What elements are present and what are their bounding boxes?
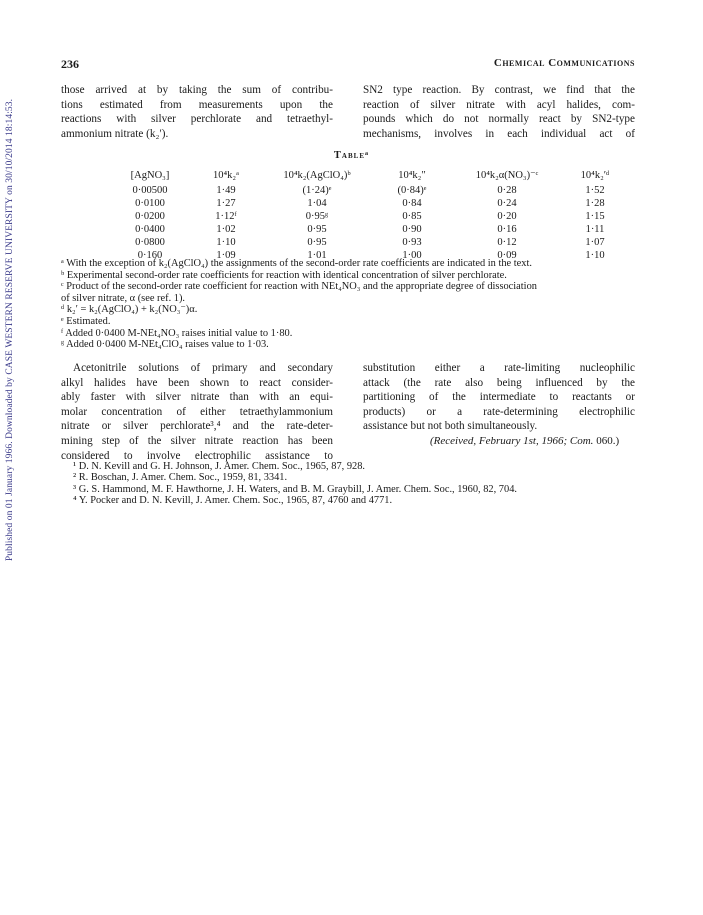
table-cell: 0·00500 — [132, 185, 168, 196]
reference-item: ³ G. S. Hammond, M. F. Hawthorne, J. H. Waters, and B. M. Graybill, J. Amer. Chem. Soc., 1960, 82, 704. — [73, 483, 517, 495]
table-caption: Tableᵃ — [333, 150, 370, 161]
text-line: those arrived at by taking the sum of contribu- — [61, 84, 333, 96]
table-cell: 0·20 — [497, 211, 517, 222]
table-cell: (0·84)ᵉ — [397, 185, 427, 196]
table-cell: 1·52 — [585, 185, 605, 196]
table-header-cell: 10⁴k₂ᵃ — [213, 170, 239, 181]
table-cell: 1·11 — [585, 224, 605, 235]
table-cell: 0·160 — [137, 250, 163, 261]
reference-item: ⁴ Y. Pocker and D. N. Kevill, J. Amer. Chem. Soc., 1965, 87, 4760 and 4771. — [73, 495, 393, 507]
page-number: 236 — [61, 57, 79, 71]
text-line: attack (the rate also being influenced by the — [363, 376, 635, 389]
table-cell: 0·0400 — [135, 224, 165, 235]
table-row — [110, 184, 628, 197]
received-text: (Received, February 1st, 1966; Com. — [430, 435, 594, 447]
table-cell: 1·02 — [216, 224, 236, 235]
text-line: pounds which do not normally react by SN2-type — [363, 113, 635, 126]
table-footnotes — [61, 258, 637, 351]
table-footnote: ᶜ Product of the second-order rate coefficient for reaction with NEt₄NO₃ and the appropriate degree of dissociation — [61, 281, 537, 293]
text-line: reaction of silver nitrate with acyl halides, com- — [363, 98, 635, 111]
table-cell: 1·27 — [216, 198, 236, 209]
table-row — [110, 223, 628, 236]
body-right-paragraph — [363, 361, 635, 434]
text-line: nitrate or silver perchlorate³,⁴ and the rate-deter- — [61, 420, 333, 433]
table-header-cell: 10⁴k₂″ — [398, 170, 426, 181]
table-header-cell: [AgNO₃] — [130, 170, 170, 181]
references — [73, 461, 517, 507]
table-cell: 1·07 — [585, 237, 605, 248]
table-cell: 1·04 — [307, 198, 327, 209]
table-cell: 0·28 — [497, 185, 517, 196]
table-cell: 1·15 — [585, 211, 605, 222]
table-cell: 0·90 — [402, 224, 422, 235]
text-line: ammonium nitrate (k₂′). — [61, 127, 169, 140]
table-cell: 0·0100 — [135, 198, 165, 209]
table-footnote: ᵉ Estimated. — [61, 315, 111, 327]
communication-number: 060.) — [596, 435, 620, 447]
table-cell: 0·24 — [497, 198, 517, 209]
text-line: partitioning of the intermediate to reactants or — [363, 391, 635, 404]
table-cell: (1·24)ᵉ — [302, 185, 332, 196]
text-line: mining step of the silver nitrate reaction has been — [61, 434, 333, 447]
top-left-paragraph — [61, 83, 333, 141]
table-cell: 1·28 — [585, 198, 605, 209]
text-line: substitution either a rate-limiting nucleophilic — [363, 362, 635, 374]
text-line: tions estimated from measurements upon the — [61, 98, 333, 111]
table-cell: 1·00 — [402, 250, 422, 261]
table-footnote: of silver nitrate, α (see ref. 1). — [61, 292, 186, 304]
text-line: ably faster with silver nitrate than with an equi- — [61, 391, 333, 404]
table-header-cell: 10⁴k₂(AgClO₄)ᵇ — [283, 170, 351, 181]
reference-item: ² R. Boschan, J. Amer. Chem. Soc., 1959, 81, 3341. — [73, 472, 288, 484]
publication-sidebar — [2, 60, 18, 600]
text-line: molar concentration of either tetraethylammonium — [61, 405, 333, 418]
text-line: products) or a rate-determining electrophilic — [363, 405, 635, 418]
text-line: mechanisms, involves in each individual act of — [363, 127, 635, 140]
table-cell: 0·93 — [402, 237, 422, 248]
table-cell: 0·95 — [307, 237, 327, 248]
table-cell: 0·84 — [402, 198, 422, 209]
table-cell: 0·0200 — [135, 211, 165, 222]
rate-coefficient-table — [110, 167, 628, 262]
table-cell: 0·12 — [497, 237, 517, 248]
table-row — [110, 197, 628, 210]
table-footnote: ᵈ k₂′ = k₂(AgClO₄) + k₂(NO₃⁻)α. — [61, 304, 198, 316]
reference-item: ¹ D. N. Kevill and G. H. Johnson, J. Amer. Chem. Soc., 1965, 87, 928. — [73, 461, 366, 472]
text-line: assistance but not both simultaneously. — [363, 420, 538, 433]
table-header-cell: 10⁴k₂α(NO₃)⁻ᶜ — [475, 170, 539, 181]
table-cell: 0·95 — [307, 224, 327, 235]
table-cell: 1·49 — [216, 185, 236, 196]
table-footnote: ᵃ With the exception of k₂(AgClO₄) the assignments of the second-order rate coefficients are indicated in the text. — [61, 258, 532, 269]
table-footnote: ᵇ Experimental second-order rate coefficients for reaction with identical concentration of silver perchlorate. — [61, 269, 507, 281]
body-left-paragraph — [61, 361, 333, 463]
text-line: reactions with silver perchlorate and tetraethyl- — [61, 113, 333, 126]
sidebar-note: Published on 01 January 1966. Downloaded by CASE WESTERN RESERVE UNIVERSITY on 30/10/2014 18:14:53. — [5, 98, 15, 562]
table-cell: 0·16 — [497, 224, 517, 235]
table-row — [110, 210, 628, 223]
table-cell: 1·12ᶠ — [215, 211, 237, 222]
received-date — [430, 435, 619, 447]
table-header-row — [110, 167, 628, 184]
table-cell: 0·95ᵍ — [305, 211, 329, 222]
text-line: SN2 type reaction. By contrast, we find that the — [363, 84, 635, 96]
table-cell: 0·09 — [497, 250, 517, 261]
table-cell: 1·10 — [585, 250, 605, 261]
text-line: Acetonitrile solutions of primary and secondary — [73, 362, 333, 374]
table-cell: 1·01 — [307, 250, 327, 261]
text-line: alkyl halides have been shown to react consider- — [61, 376, 333, 389]
table-cell: 1·09 — [216, 250, 236, 261]
text-line: considered to involve electrophilic assistance to — [61, 449, 333, 462]
table-cell: 1·10 — [216, 237, 236, 248]
table-cell: 0·0800 — [135, 237, 165, 248]
table-cell: 0·85 — [402, 211, 422, 222]
table-row — [110, 236, 628, 249]
table-header-cell: 10⁴k₂′ᵈ — [580, 170, 610, 181]
table-footnote: ᵍ Added 0·0400 M-NEt₄ClO₄ raises value to 1·03. — [61, 339, 269, 351]
table-footnote: ᶠ Added 0·0400 M-NEt₄NO₃ raises initial value to 1·80. — [61, 327, 293, 339]
top-right-paragraph — [363, 83, 635, 141]
journal-title: Chemical Communications — [493, 57, 635, 69]
